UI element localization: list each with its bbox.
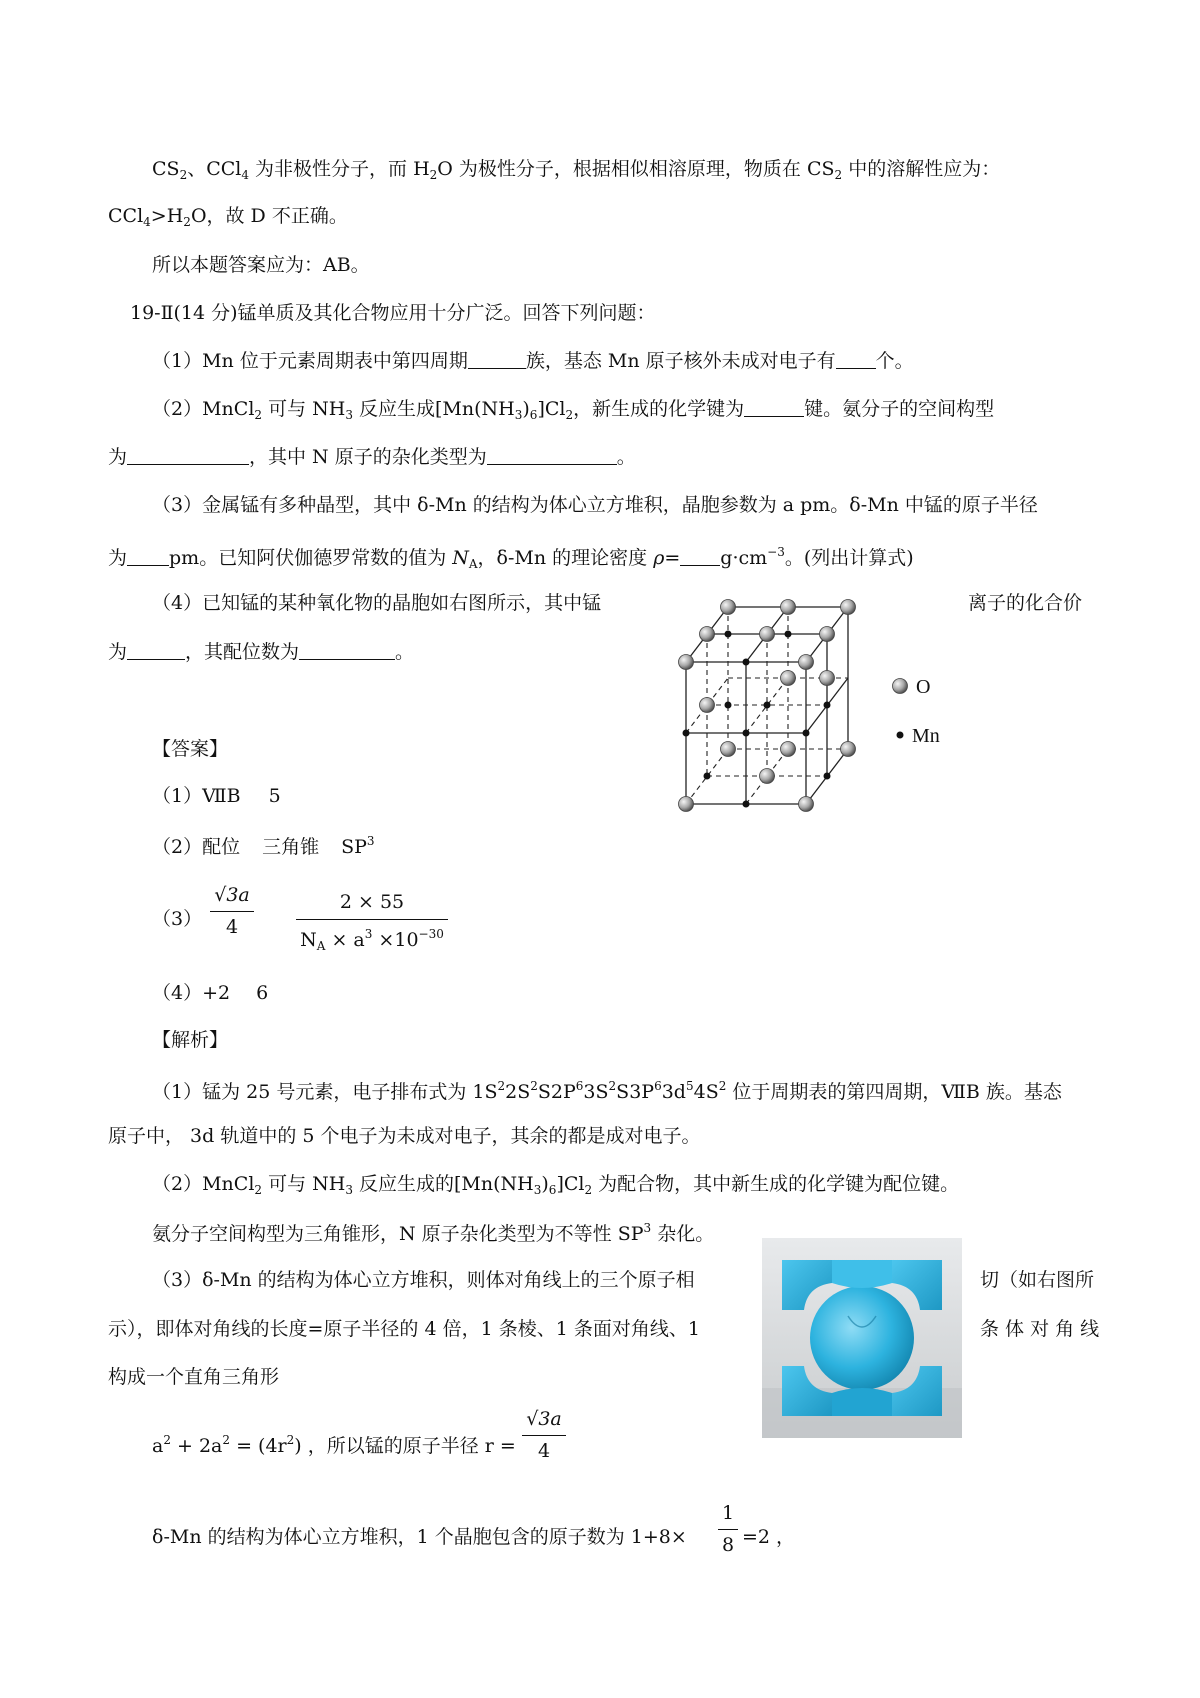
text: S3P — [616, 1081, 655, 1103]
text: （2）MnCl — [152, 1173, 255, 1195]
text: × a — [325, 929, 365, 951]
blank — [468, 352, 526, 369]
text: 氨分子空间构型为三角锥形，N 原子杂化类型为不等性 SP — [152, 1223, 644, 1245]
text: 3S — [583, 1081, 609, 1103]
analysis-1-line-2: 原子中， 3d 轨道中的 5 个电子为未成对电子，其余的都是成对电子。 — [108, 1125, 701, 1147]
question-2-line-2 — [108, 448, 636, 467]
blank — [744, 400, 804, 417]
text: 为 — [108, 547, 128, 569]
numerator: √3a — [526, 1408, 562, 1430]
text: ，其中 N 原子的杂化类型为 — [249, 446, 487, 468]
question-1 — [152, 352, 914, 371]
text: = — [664, 547, 681, 569]
text: O，故 D 不正确。 — [190, 205, 348, 227]
numerator: 1 — [721, 1502, 735, 1524]
text: 为非极性分子，而 H — [249, 158, 430, 180]
subscript: 2 — [254, 408, 263, 422]
text: CCl — [108, 205, 144, 227]
legend-o-marker — [893, 679, 908, 694]
analysis-atom-count-end: =2 ， — [742, 1526, 796, 1548]
text: 为配合物，其中新生成的化学键为配位键。 — [592, 1173, 960, 1195]
fraction-radius — [210, 886, 254, 937]
question-2 — [152, 400, 994, 421]
text: （4）+2 — [152, 982, 231, 1004]
blank — [487, 448, 617, 465]
answer-header: 【答案】 — [152, 738, 229, 760]
text: 、CCl — [187, 158, 242, 180]
subscript: 3 — [533, 1183, 542, 1197]
text: 杂化。 — [651, 1223, 715, 1245]
text: 键。氨分子的空间构型 — [804, 398, 995, 420]
text: SP — [341, 836, 367, 858]
text: ρ — [653, 547, 665, 569]
text: 4S — [693, 1081, 719, 1103]
legend-o-label: O — [916, 676, 931, 698]
subscript: 2 — [179, 168, 188, 182]
question-4-right: 离子的化合价 — [968, 592, 1083, 614]
text: ，新生成的化学键为 — [573, 398, 745, 420]
blank — [680, 549, 720, 566]
text: 族，基态 Mn 原子核外未成对电子有 — [525, 350, 836, 372]
bcc-packing-image — [762, 1238, 962, 1438]
subscript: 4 — [241, 168, 249, 182]
text: N — [300, 929, 317, 951]
text: pm。已知阿伏伽德罗常数的值为 — [169, 547, 453, 569]
answer-summary: 所以本题答案应为：AB。 — [152, 254, 370, 276]
text: ) ，所以锰的原子半径 r = — [294, 1435, 516, 1457]
fraction-r — [522, 1410, 566, 1461]
answer-4 — [152, 984, 268, 1003]
blank — [836, 352, 876, 369]
text: 中的溶解性应为： — [842, 158, 1001, 180]
text: >H — [150, 205, 184, 227]
superscript: 5 — [685, 1079, 694, 1093]
blank — [127, 448, 249, 465]
text: g·cm — [720, 547, 768, 569]
denominator: 4 — [537, 1440, 551, 1462]
superscript: 3 — [364, 927, 373, 941]
analysis-3: （3）δ-Mn 的结构为体心立方堆积，则体对角线上的三个原子相 — [152, 1269, 695, 1291]
denominator: 4 — [225, 916, 239, 938]
text: 反应生成[Mn(NH — [352, 398, 515, 420]
analysis-1 — [152, 1080, 1062, 1102]
fraction-one-eighth — [718, 1504, 738, 1555]
superscript: 2 — [222, 1433, 231, 1447]
subscript: 6 — [548, 1183, 557, 1197]
text: （1）Mn 位于元素周期表中第四周期 — [152, 350, 468, 372]
subscript: 2 — [834, 168, 843, 182]
text: （2）MnCl — [152, 398, 255, 420]
fraction-density — [296, 893, 448, 952]
text: 。(列出计算式) — [784, 547, 914, 569]
superscript: 2 — [718, 1079, 727, 1093]
text: 2S — [505, 1081, 531, 1103]
subscript: 2 — [584, 1183, 593, 1197]
subscript: 3 — [345, 1183, 353, 1197]
subscript: 2 — [565, 408, 574, 422]
text: ) — [522, 398, 530, 420]
text: ⅦB — [202, 785, 241, 807]
text: （1） — [152, 785, 203, 807]
text: （1）锰为 25 号元素，电子排布式为 1S — [152, 1081, 498, 1103]
text: ，其配位数为 — [185, 641, 300, 663]
analysis-2-line-2 — [152, 1222, 714, 1244]
analysis-atom-count: δ-Mn 的结构为体心立方堆积，1 个晶胞包含的原子数为 1+8× — [152, 1526, 687, 1548]
text: ]Cl — [537, 398, 566, 420]
question-4-line-2 — [108, 643, 414, 662]
analysis-3-line-2-right: 条 体 对 角 线 — [980, 1318, 1100, 1340]
answer-3-label: （3） — [152, 908, 203, 930]
legend-mn-label: Mn — [912, 725, 940, 747]
analysis-3-right: 切（如右图所 — [980, 1269, 1095, 1291]
analysis-3-line-2: 示），即体对角线的长度=原子半径的 4 倍，1 条棱、1 条面对角线、1 — [108, 1318, 700, 1340]
equation-radius — [152, 1434, 516, 1456]
superscript: −30 — [418, 927, 444, 941]
subscript: A — [316, 939, 326, 953]
text: ) — [541, 1173, 549, 1195]
subscript: 2 — [429, 168, 438, 182]
blank — [299, 643, 395, 660]
legend-mn-marker — [897, 732, 904, 739]
subscript: 4 — [143, 215, 151, 229]
text: 3d — [661, 1081, 686, 1103]
blank — [127, 643, 185, 660]
superscript: −3 — [767, 545, 785, 559]
text: ]Cl — [556, 1173, 585, 1195]
numerator: 2 × 55 — [339, 891, 405, 913]
text: S2P — [537, 1081, 576, 1103]
superscript: 2 — [497, 1079, 506, 1093]
text: 。 — [395, 641, 415, 663]
superscript: 3 — [366, 834, 375, 848]
text: 可与 NH — [262, 1173, 346, 1195]
numerator: √3a — [214, 884, 250, 906]
text: 为 — [108, 641, 128, 663]
analysis-3-line-3: 构成一个直角三角形 — [108, 1366, 280, 1388]
text: a — [152, 1435, 164, 1457]
text: 三角锥 — [262, 836, 320, 858]
analysis-header: 【解析】 — [152, 1029, 229, 1051]
text: 反应生成的[Mn(NH — [352, 1173, 534, 1195]
subscript: A — [468, 557, 478, 571]
superscript: 2 — [530, 1079, 538, 1093]
subscript: 6 — [529, 408, 538, 422]
paragraph-solubility — [152, 160, 1000, 181]
text: ×10 — [372, 929, 419, 951]
superscript: 2 — [286, 1433, 295, 1447]
crystal-cell-diagram — [668, 592, 968, 822]
question-header: 19-Ⅱ(14 分)锰单质及其化合物应用十分广泛。回答下列问题： — [130, 302, 656, 324]
text: 5 — [268, 785, 281, 807]
text: 可与 NH — [262, 398, 346, 420]
text: ，δ-Mn 的理论密度 — [477, 547, 654, 569]
denominator: 8 — [721, 1534, 735, 1556]
text: 个。 — [875, 350, 914, 372]
denominator — [296, 928, 448, 952]
subscript: 3 — [514, 408, 523, 422]
analysis-2 — [152, 1175, 959, 1196]
text: CS — [152, 158, 180, 180]
question-3-line-2 — [108, 546, 914, 570]
subscript: 2 — [254, 1183, 263, 1197]
answer-1 — [152, 787, 281, 806]
paragraph-solubility-cont — [108, 207, 348, 228]
text: O 为极性分子，根据相似相溶原理，物质在 CS — [437, 158, 835, 180]
blank — [127, 549, 169, 566]
subscript: 3 — [345, 408, 353, 422]
text: N — [452, 547, 469, 569]
superscript: 3 — [643, 1221, 652, 1235]
answer-2 — [152, 835, 375, 857]
question-4: （4）已知锰的某种氧化物的晶胞如右图所示，其中锰 — [152, 592, 602, 614]
text: + 2a — [170, 1435, 223, 1457]
text: 位于周期表的第四周期，ⅦB 族。基态 — [726, 1081, 1062, 1103]
text: （2）配位 — [152, 836, 241, 858]
text: 。 — [616, 446, 636, 468]
text: 为 — [108, 446, 128, 468]
question-3: （3）金属锰有多种晶型，其中 δ-Mn 的结构为体心立方堆积，晶胞参数为 a pm。δ-Mn 中锰的原子半径 — [152, 494, 1038, 516]
text: 6 — [256, 982, 269, 1004]
superscript: 2 — [163, 1433, 171, 1447]
superscript: 2 — [608, 1079, 617, 1093]
superscript: 6 — [654, 1079, 662, 1093]
superscript: 6 — [575, 1079, 584, 1093]
subscript: 2 — [183, 215, 191, 229]
text: = (4r — [230, 1435, 287, 1457]
